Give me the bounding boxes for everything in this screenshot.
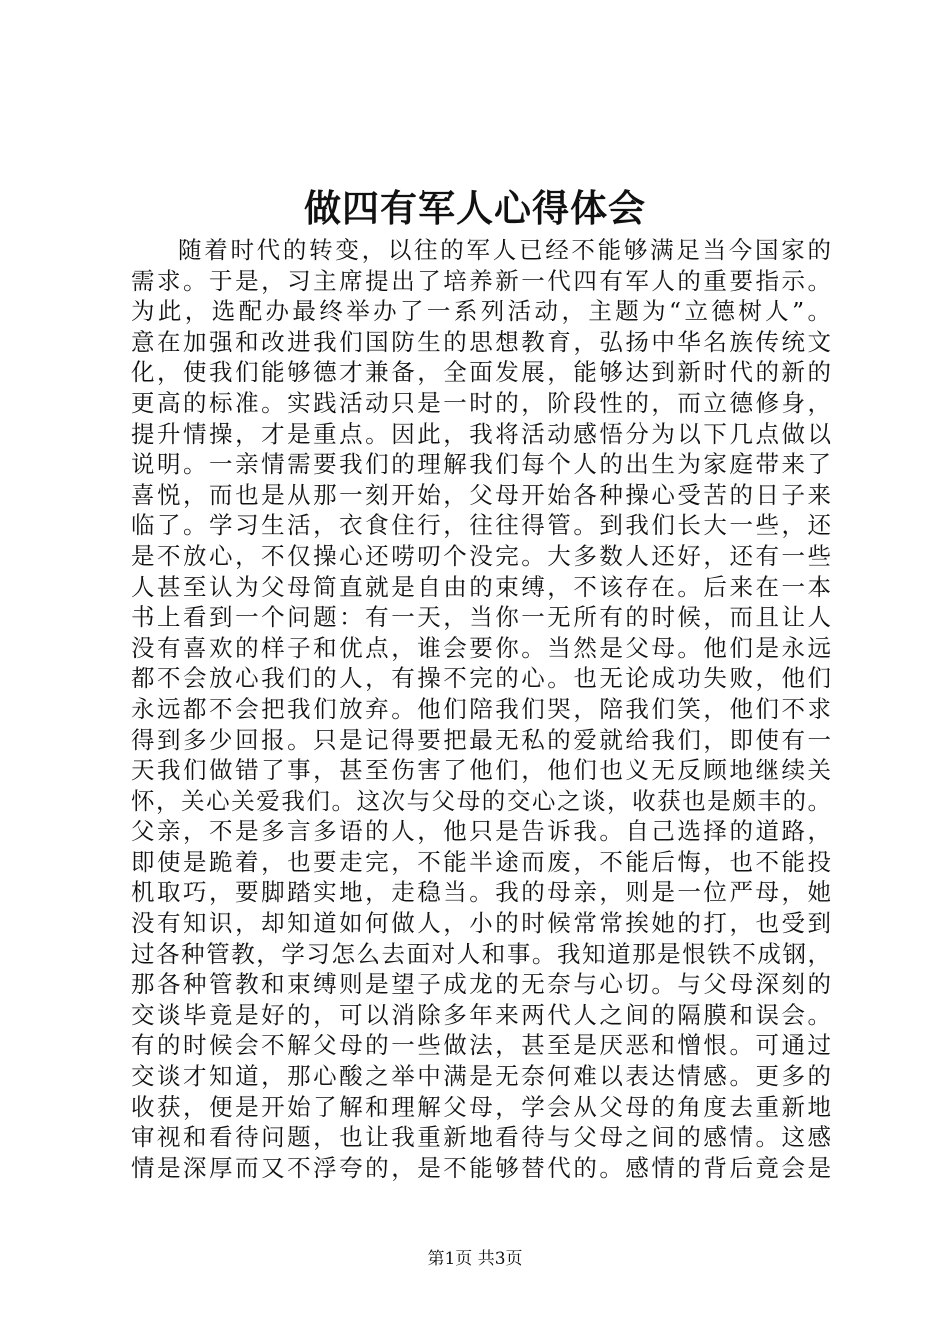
body-line: 得到多少回报。只是记得要把最无私的爱就给我们，即使有一 bbox=[131, 725, 831, 754]
body-line: 化，使我们能够德才兼备，全面发展，能够达到新时代的新的 bbox=[131, 358, 831, 387]
body-line: 人甚至认为父母简直就是自由的束缚，不该存在。后来在一本 bbox=[131, 572, 831, 601]
body-line: 随着时代的转变，以往的军人已经不能够满足当今国家的 bbox=[178, 236, 831, 264]
body-line: 收获，便是开始了解和理解父母，学会从父母的角度去重新地 bbox=[131, 1092, 831, 1121]
body-line: 意在加强和改进我们国防生的思想教育，弘扬中华名族传统文 bbox=[131, 327, 831, 356]
body-line: 天我们做错了事，甚至伤害了他们，他们也义无反顾地继续关 bbox=[131, 756, 831, 785]
body-line: 永远都不会把我们放弃。他们陪我们哭，陪我们笑，他们不求 bbox=[131, 694, 831, 723]
body-line: 需求。于是，习主席提出了培养新一代四有军人的重要指示。 bbox=[131, 266, 831, 295]
body-line: 没有喜欢的样子和优点，谁会要你。当然是父母。他们是永远 bbox=[131, 633, 831, 662]
body-line: 怀，关心关爱我们。这次与父母的交心之谈，收获也是颇丰的。 bbox=[131, 786, 831, 815]
body-line: 那各种管教和束缚则是望子成龙的无奈与心切。与父母深刻的 bbox=[131, 970, 831, 999]
body-line: 是不放心，不仅操心还唠叨个没完。大多数人还好，还有一些 bbox=[131, 541, 831, 570]
body-line: 没有知识，却知道如何做人，小的时候常常挨她的打，也受到 bbox=[131, 909, 831, 938]
body-line: 更高的标准。实践活动只是一时的，阶段性的，而立德修身， bbox=[131, 388, 831, 417]
body-line: 情是深厚而又不浮夸的，是不能够替代的。感情的背后竟会是 bbox=[131, 1153, 831, 1182]
body-line: 为此，选配办最终举办了一系列活动，主题为“立德树人”。 bbox=[131, 297, 831, 326]
body-line: 临了。学习生活，衣食住行，往往得管。到我们长大一些，还 bbox=[131, 511, 831, 540]
body-line: 有的时候会不解父母的一些做法，甚至是厌恶和憎恨。可通过 bbox=[131, 1031, 831, 1060]
body-line: 提升情操，才是重点。因此，我将活动感悟分为以下几点做以 bbox=[131, 419, 831, 448]
body-line: 审视和看待问题，也让我重新地看待与父母之间的感情。这感 bbox=[131, 1123, 831, 1152]
body-line: 说明。一亲情需要我们的理解我们每个人的出生为家庭带来了 bbox=[131, 450, 831, 479]
body-line: 父亲，不是多言多语的人，他只是告诉我。自己选择的道路， bbox=[131, 817, 831, 846]
body-line: 交谈毕竟是好的，可以消除多年来两代人之间的隔膜和误会。 bbox=[131, 1000, 831, 1029]
page-footer: 第1页 共3页 bbox=[427, 1249, 523, 1269]
body-line: 交谈才知道，那心酸之举中满是无奈何难以表达情感。更多的 bbox=[131, 1062, 831, 1091]
body-line: 机取巧，要脚踏实地，走稳当。我的母亲，则是一位严母，她 bbox=[131, 878, 831, 907]
document-body bbox=[131, 235, 831, 1183]
body-line: 过各种管教，学习怎么去面对人和事。我知道那是恨铁不成钢， bbox=[131, 939, 831, 968]
body-line: 都不会放心我们的人，有操不完的心。也无论成功失败，他们 bbox=[131, 664, 831, 693]
body-line: 喜悦，而也是从那一刻开始，父母开始各种操心受苦的日子来 bbox=[131, 480, 831, 509]
body-line: 即使是跪着，也要走完，不能半途而废，不能后悔，也不能投 bbox=[131, 847, 831, 876]
body-line: 书上看到一个问题：有一天，当你一无所有的时候，而且让人 bbox=[131, 603, 831, 632]
document-title: 做四有军人心得体会 bbox=[304, 186, 646, 230]
